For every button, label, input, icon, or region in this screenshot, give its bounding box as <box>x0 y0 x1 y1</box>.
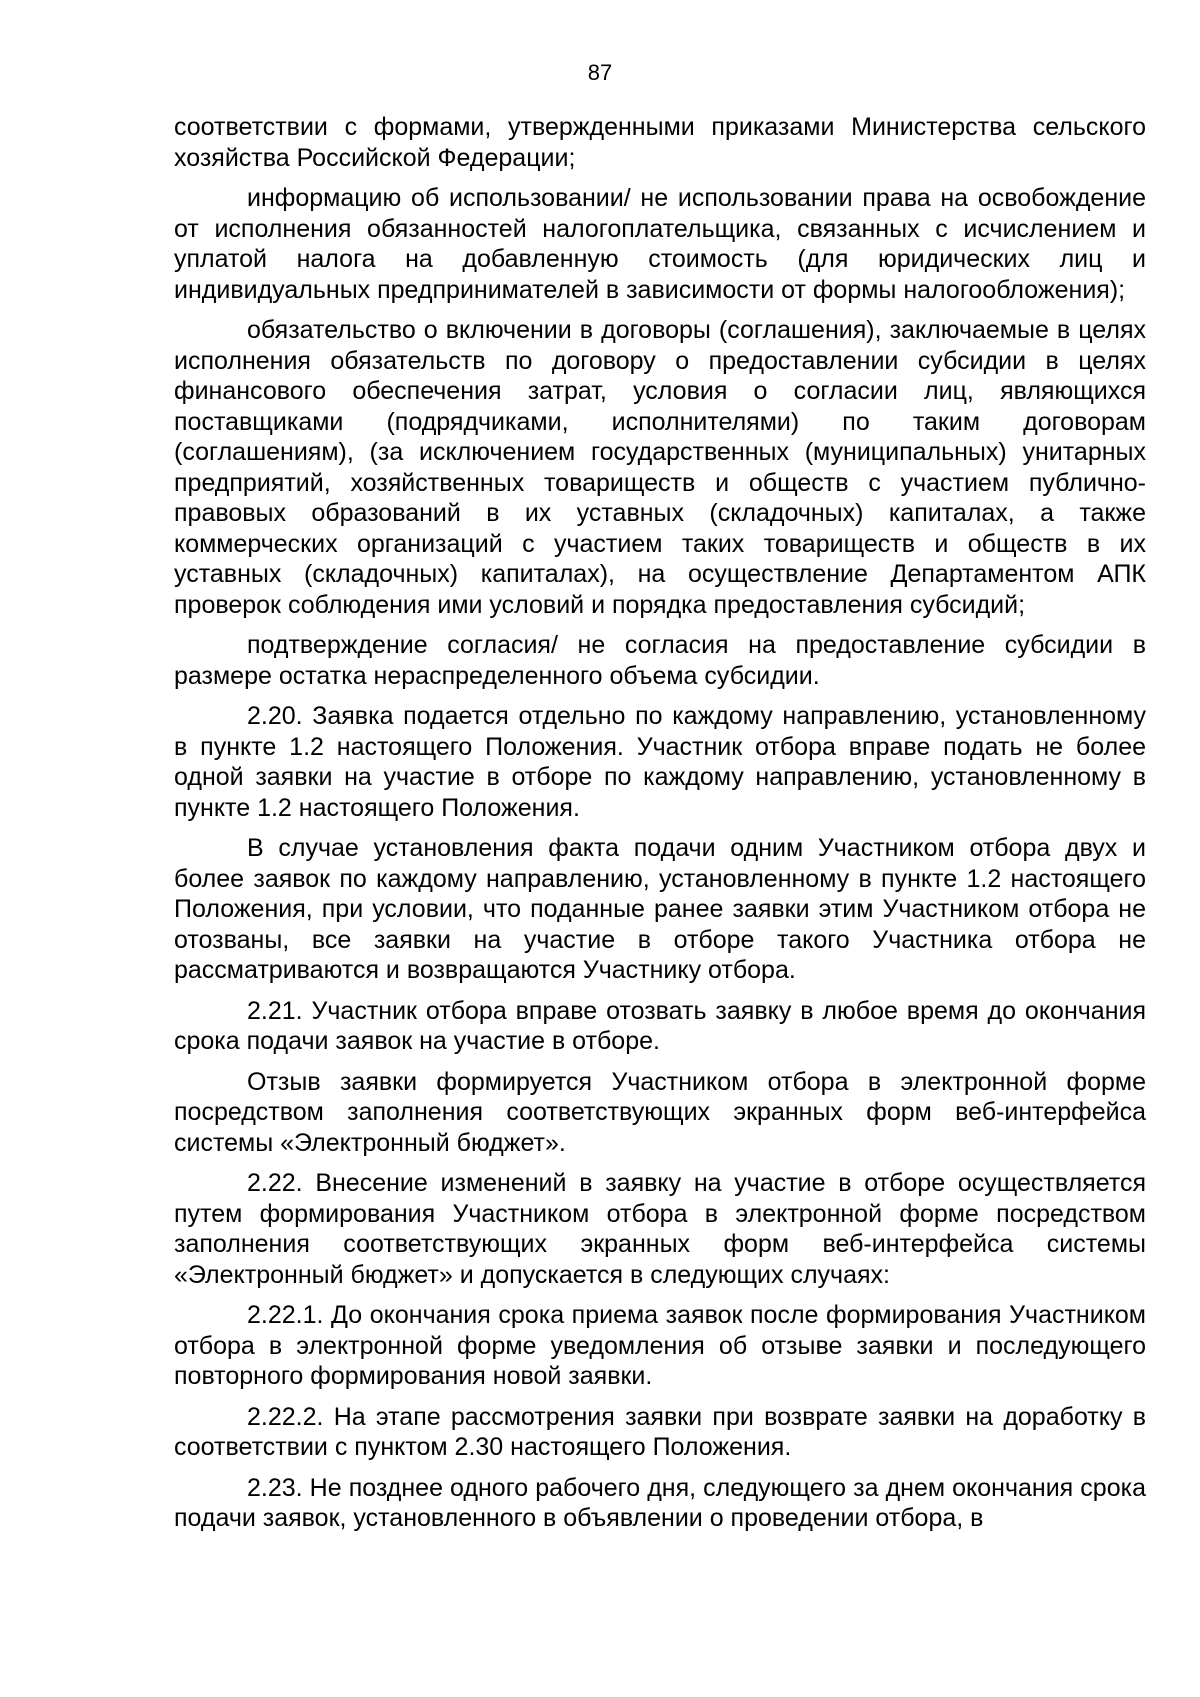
paragraph: 2.22.1. До окончания срока приема заявок после формирования Участником отбора в электронной форме уведомления об отзыве заявки и последующего повторного формирования новой заявки. <box>174 1301 1146 1390</box>
paragraph: обязательство о включении в договоры (соглашения), заключаемые в целях исполнения обязательств по договору о предоставлении субсидии в целях финансового обеспечения затрат, условия о согласии лиц, являющихся поставщиками (подрядчиками, исполнителями) по таким договорам (соглашениям), (за исключением государственных (муниципальных) унитарных предприятий, хозяйственных товариществ и обществ с участием публично-правовых образований в их уставных (складочных) капиталах, а также коммерческих организаций с участием таких товариществ и обществ в их уставных (складочных) капиталах), на осуществление Департаментом АПК проверок соблюдения ими условий и порядка предоставления субсидий; <box>174 316 1146 619</box>
paragraph: 2.22.2. На этапе рассмотрения заявки при возврате заявки на доработку в соответствии с пунктом 2.30 настоящего Положения. <box>174 1402 1146 1461</box>
paragraph: соответствии с формами, утвержденными приказами Министерства сельского хозяйства Российской Федерации; <box>174 113 1146 172</box>
paragraph: 2.21. Участник отбора вправе отозвать заявку в любое время до окончания срока подачи заявок на участие в отборе. <box>174 996 1146 1055</box>
page-number: 87 <box>587 60 613 85</box>
paragraph: 2.23. Не позднее одного рабочего дня, следующего за днем окончания срока подачи заявок, установленного в объявлении о проведении отбора, в <box>174 1473 1146 1532</box>
paragraph: 2.22. Внесение изменений в заявку на участие в отборе осуществляется путем формирования Участником отбора в электронной форме посредством заполнения соответствующих экранных форм веб-интерфейса системы «Электронный бюджет» и допускается в следующих случаях: <box>174 1169 1146 1289</box>
paragraph: информацию об использовании/ не использовании права на освобождение от исполнения обязанностей налогоплательщика, связанных с исчислением и уплатой налога на добавленную стоимость (для юридических лиц и индивидуальных предпринимателей в зависимости от формы налогообложения); <box>174 184 1146 304</box>
paragraph: Отзыв заявки формируется Участником отбора в электронной форме посредством заполнения соответствующих экранных форм веб-интерфейса системы «Электронный бюджет». <box>174 1067 1146 1157</box>
paragraph: 2.20. Заявка подается отдельно по каждому направлению, установленному в пункте 1.2 настоящего Положения. Участник отбора вправе подать не более одной заявки на участие в отборе по каждому направлению, установленному в пункте 1.2 настоящего Положения. <box>174 702 1146 822</box>
document-body <box>174 112 1146 1544</box>
paragraph: подтверждение согласия/ не согласия на предоставление субсидии в размере остатка нераспределенного объема субсидии. <box>174 631 1146 690</box>
paragraph: В случае установления факта подачи одним Участником отбора двух и более заявок по каждому направлению, установленному в пункте 1.2 настоящего Положения, при условии, что поданные ранее заявки этим Участником отбора не отозваны, все заявки на участие в отборе такого Участника отбора не рассматриваются и возвращаются Участнику отбора. <box>174 834 1146 984</box>
